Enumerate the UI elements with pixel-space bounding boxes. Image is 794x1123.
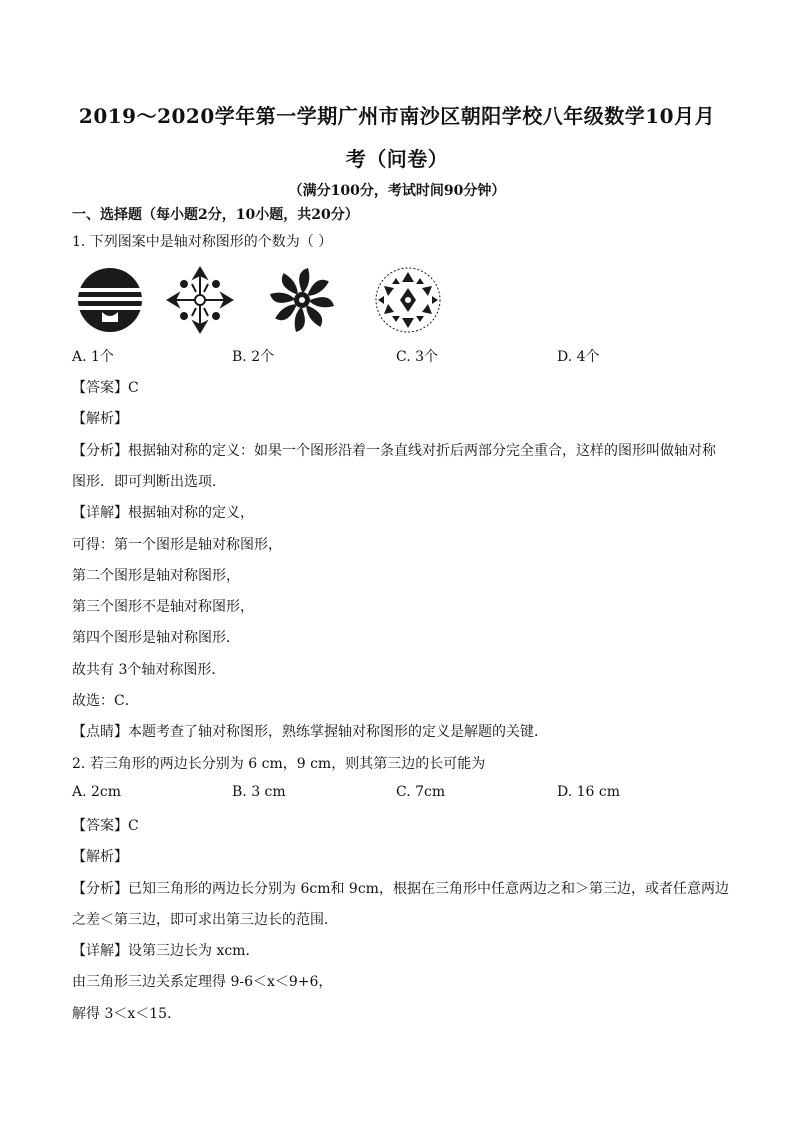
page-title-continued: 考（问卷） [345, 147, 449, 171]
option-c: C. 3个 [396, 349, 439, 365]
analysis-text: 【分析】已知三角形的两边长分别为 6cm和 9cm，根据在三角形中任意两边之和＞第三边，或者任意两边 [72, 881, 729, 897]
question-2-stem: 2. 若三角形的两边长分别为 6 cm，9 cm，则其第三边的长可能为 [72, 756, 486, 772]
answer-label: 【答案】C [72, 380, 139, 396]
question-1-stem: 1. 下列图案中是轴对称图形的个数为（ ） [72, 234, 333, 250]
page-title: 2019～2020学年第一学期广州市南沙区朝阳学校八年级数学10月月 [78, 104, 716, 128]
option-a: A. 2cm [72, 784, 122, 800]
option-a: A. 1个 [72, 349, 114, 365]
detail-text: 【详解】根据轴对称的定义， [72, 505, 254, 521]
option-c: C. 7cm [396, 784, 446, 800]
analysis-text: 【分析】根据轴对称的定义：如果一个图形沿着一条直线对折后两部分完全重合，这样的图形叫做轴对称 [72, 443, 716, 459]
analysis-text-continued: 之差＜第三边，即可求出第三边长的范围． [72, 912, 338, 928]
snowflake-cross-figure [162, 262, 238, 338]
detail-text: 故选：C． [72, 693, 139, 709]
detail-text: 故共有 3个轴对称图形． [72, 662, 226, 678]
exam-info: （满分100分，考试时间90分钟） [288, 183, 506, 199]
answer-label: 【答案】C [72, 818, 139, 834]
detail-text: 【详解】设第三边长为 xcm． [72, 943, 260, 959]
detail-text: 由三角形三边关系定理得 9-6＜x＜9+6， [72, 974, 333, 990]
detail-text: 第四个图形是轴对称图形． [72, 630, 240, 646]
option-b: B. 3 cm [232, 784, 286, 800]
detail-text: 可得：第一个图形是轴对称图形， [72, 537, 282, 553]
analysis-text-continued: 图形．即可判断出选项． [72, 474, 226, 490]
option-d: D. 16 cm [557, 784, 621, 800]
striped-circle-figure [72, 262, 148, 338]
option-d: D. 4个 [557, 349, 600, 365]
detail-text: 解得 3＜x＜15． [72, 1006, 182, 1022]
section-heading: 一、选择题（每小题2分，10小题，共20分） [72, 207, 359, 223]
analysis-label: 【解析】 [72, 411, 128, 427]
analysis-label: 【解析】 [72, 849, 128, 865]
comment-text: 【点睛】本题考查了轴对称图形，熟练掌握轴对称图形的定义是解题的关键． [72, 724, 548, 740]
triangle-hexagon-figure [370, 262, 446, 338]
detail-text: 第三个图形不是轴对称图形， [72, 599, 254, 615]
option-b: B. 2个 [232, 349, 275, 365]
detail-text: 第二个图形是轴对称图形， [72, 568, 240, 584]
pinwheel-flower-figure [264, 262, 340, 338]
